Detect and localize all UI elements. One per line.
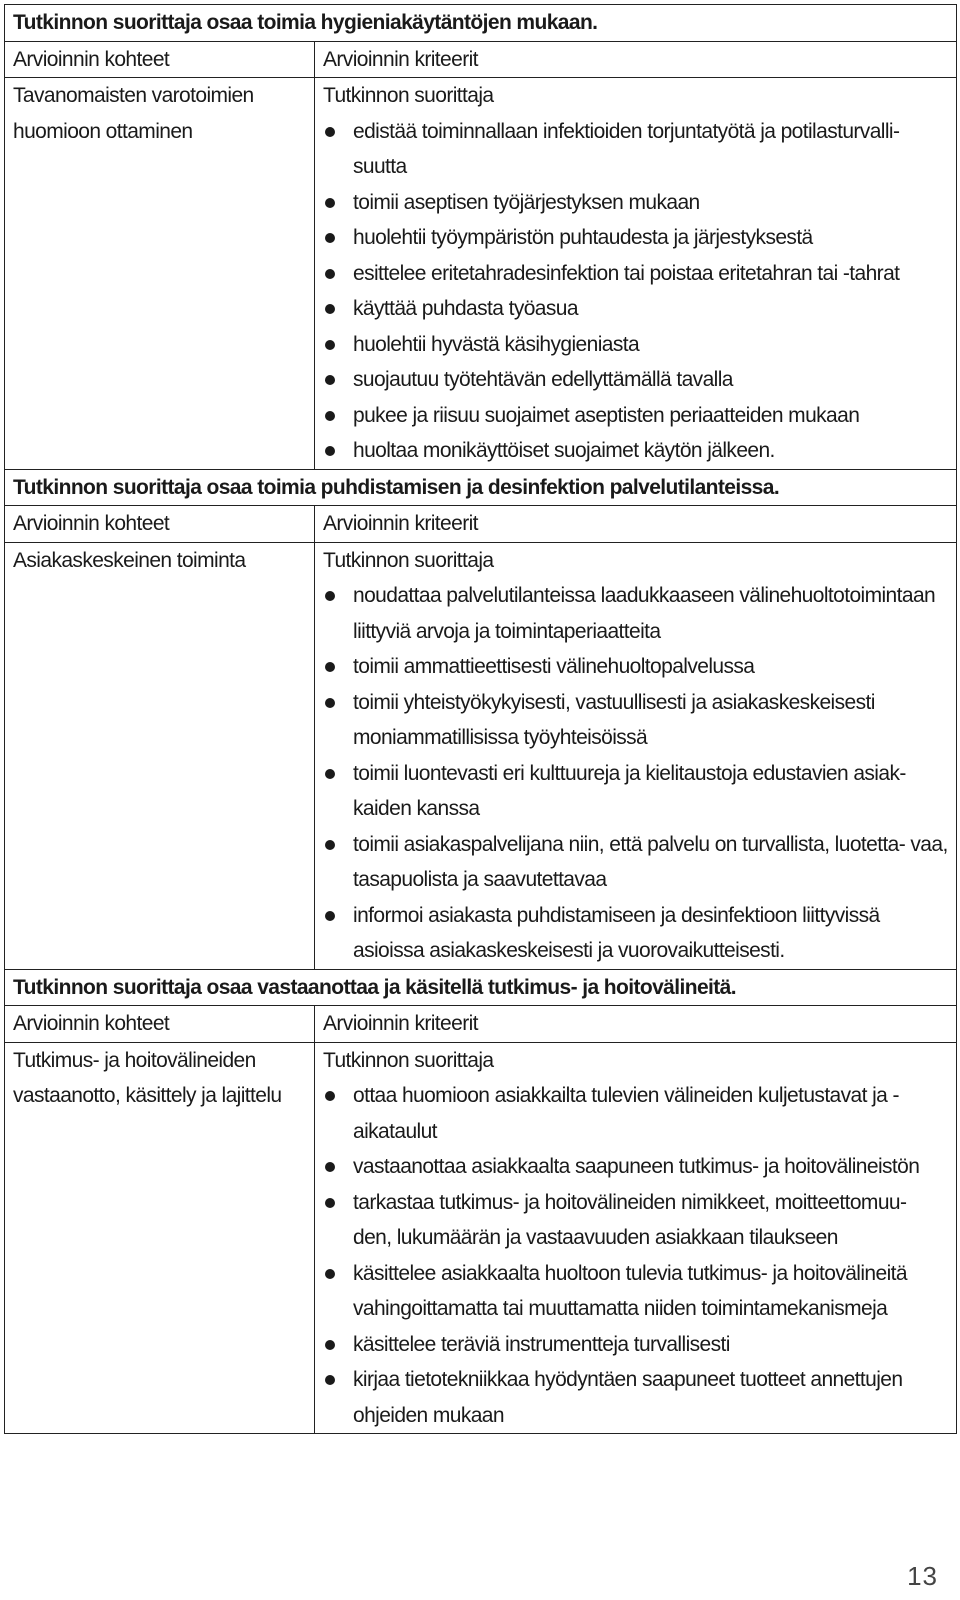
- criteria-intro: Tutkinnon suorittaja: [323, 84, 494, 107]
- column-header-kriteerit: Arvioinnin kriteerit: [315, 506, 957, 543]
- criteria-item: toimii ammattieettisesti välinehuoltopalvelussa: [323, 649, 948, 685]
- column-header-kriteerit: Arvioinnin kriteerit: [315, 41, 957, 78]
- criteria-intro: Tutkinnon suorittaja: [323, 1048, 494, 1072]
- assessment-target-line: huomioon ottaminen: [13, 119, 193, 143]
- column-header-row: [5, 41, 957, 78]
- column-header-row: [5, 506, 957, 543]
- criteria-item: käyttää puhdasta työasua: [323, 291, 948, 327]
- page-number: 13: [907, 1561, 938, 1591]
- criteria-item: edistää toiminnallaan infektioiden torjuntatyötä ja potilasturvalli- suutta: [323, 114, 948, 185]
- section-heading-row: [5, 469, 957, 506]
- assessment-target-line: Tavanomaisten varotoimien: [13, 84, 254, 107]
- criteria-list: [323, 578, 948, 969]
- criteria-item: ottaa huomioon asiakkailta tulevien välineiden kuljetustavat ja -aikataulut: [323, 1078, 948, 1149]
- criteria-table: [4, 4, 957, 1434]
- assessment-target: [5, 1042, 315, 1434]
- criteria-row: [5, 1042, 957, 1434]
- assessment-target-line: Asiakaskeskeinen toiminta: [13, 548, 246, 572]
- assessment-criteria: [315, 542, 957, 969]
- column-header-kohteet: Arvioinnin kohteet: [5, 41, 315, 78]
- assessment-target-line: vastaanotto, käsittely ja lajittelu: [13, 1084, 282, 1107]
- criteria-item: esittelee eritetahradesinfektion tai poistaa eritetahran tai -tahrat: [323, 256, 948, 292]
- criteria-item: toimii asiakaspalvelijana niin, että palvelu on turvallista, luotetta- vaa, tasapuolista ja saavutettavaa: [323, 827, 948, 898]
- column-header-kohteet: Arvioinnin kohteet: [5, 506, 315, 543]
- section-heading: Tutkinnon suorittaja osaa vastaanottaa ja käsitellä tutkimus- ja hoitovälineitä.: [5, 969, 957, 1006]
- criteria-item: käsittelee asiakkaalta huoltoon tulevia tutkimus- ja hoitovälineitä vahingoittamatta tai muuttamatta niiden toimintamekanismeja: [323, 1256, 948, 1327]
- column-header-kriteerit: Arvioinnin kriteerit: [315, 1006, 957, 1043]
- criteria-list: [323, 114, 948, 469]
- criteria-item: toimii yhteistyökykyisesti, vastuullisesti ja asiakaskeskeisesti moniammatillisissa työyhteisöissä: [323, 685, 948, 756]
- section-heading: Tutkinnon suorittaja osaa toimia hygieniakäytäntöjen mukaan.: [5, 5, 957, 42]
- assessment-target: [5, 542, 315, 969]
- assessment-criteria: [315, 1042, 957, 1434]
- criteria-item: käsittelee teräviä instrumentteja turvallisesti: [323, 1327, 948, 1363]
- criteria-item: noudattaa palvelutilanteissa laadukkaaseen välinehuoltotoimintaan liittyviä arvoja ja toimintaperiaatteita: [323, 578, 948, 649]
- criteria-row: [5, 78, 957, 470]
- criteria-item: toimii luontevasti eri kulttuureja ja kielitaustoja edustavien asiak- kaiden kanssa: [323, 756, 948, 827]
- criteria-intro: Tutkinnon suorittaja: [323, 548, 494, 572]
- criteria-item: suojautuu työtehtävän edellyttämällä tavalla: [323, 362, 948, 398]
- criteria-list: [323, 1078, 948, 1433]
- criteria-item: pukee ja riisuu suojaimet aseptisten periaatteiden mukaan: [323, 398, 948, 434]
- criteria-row: [5, 542, 957, 969]
- section-heading-row: [5, 5, 957, 42]
- criteria-item: tarkastaa tutkimus- ja hoitovälineiden nimikkeet, moitteettomuu- den, lukumäärän ja vastaavuuden asiakkaan tilaukseen: [323, 1185, 948, 1256]
- column-header-row: [5, 1006, 957, 1043]
- section-heading-row: [5, 969, 957, 1006]
- assessment-target-line: Tutkimus- ja hoitovälineiden: [13, 1048, 256, 1072]
- criteria-item: huolehtii työympäristön puhtaudesta ja järjestyksestä: [323, 220, 948, 256]
- assessment-criteria: [315, 78, 957, 470]
- section-heading: Tutkinnon suorittaja osaa toimia puhdistamisen ja desinfektion palvelutilanteissa.: [5, 469, 957, 506]
- criteria-item: huoltaa monikäyttöiset suojaimet käytön jälkeen.: [323, 433, 948, 469]
- column-header-kohteet: Arvioinnin kohteet: [5, 1006, 315, 1043]
- criteria-item: huolehtii hyvästä käsihygieniasta: [323, 327, 948, 363]
- assessment-criteria-page: [4, 4, 956, 1434]
- criteria-item: kirjaa tietotekniikkaa hyödyntäen saapuneet tuotteet annettujen ohjeiden mukaan: [323, 1362, 948, 1433]
- criteria-item: toimii aseptisen työjärjestyksen mukaan: [323, 185, 948, 221]
- criteria-item: vastaanottaa asiakkaalta saapuneen tutkimus- ja hoitovälineistön: [323, 1149, 948, 1185]
- criteria-item: informoi asiakasta puhdistamiseen ja desinfektioon liittyvissä asioissa asiakaskeskeisesti ja vuorovaikutteisesti.: [323, 898, 948, 969]
- assessment-target: [5, 78, 315, 470]
